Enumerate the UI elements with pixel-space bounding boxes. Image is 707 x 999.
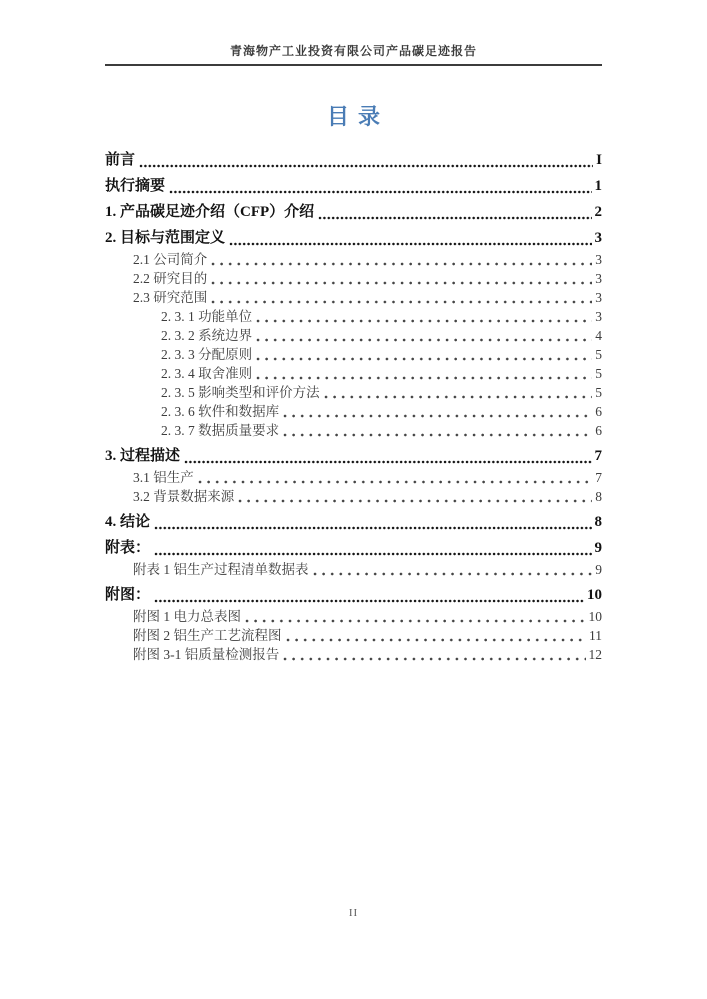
toc-leader-dots — [283, 433, 592, 437]
toc-entry[interactable] — [105, 487, 602, 506]
toc-leader-dots — [318, 216, 591, 220]
header-rule — [105, 64, 602, 66]
toc-entry-page: 6 — [595, 423, 602, 438]
toc-entry-label: 1. 产品碳足迹介绍（CFP）介绍 — [105, 204, 315, 220]
toc-entry-page: 3 — [595, 309, 602, 324]
toc-entry-page: 5 — [595, 385, 602, 400]
toc-leader-dots — [211, 300, 592, 304]
toc-entry[interactable] — [105, 421, 602, 440]
toc-entry-label: 2. 3. 1 功能单位 — [161, 309, 253, 324]
toc-leader-dots — [283, 414, 592, 418]
toc-entry[interactable] — [105, 326, 602, 345]
toc-leader-dots — [229, 242, 591, 246]
toc-entry-label: 附图 1 电力总表图 — [133, 609, 241, 624]
toc-entry[interactable] — [105, 202, 602, 222]
toc-entry-page: 2 — [594, 204, 602, 220]
toc-entry-page: 7 — [594, 448, 602, 464]
toc-leader-dots — [256, 319, 592, 323]
toc-entry[interactable] — [105, 607, 602, 626]
toc-entry[interactable] — [105, 626, 602, 645]
toc-entry-page: 6 — [595, 404, 602, 419]
header-title: 青海物产工业投资有限公司产品碳足迹报告 — [229, 44, 477, 58]
toc-leader-dots — [283, 657, 585, 661]
toc-entry-label: 3. 过程描述 — [105, 448, 181, 464]
toc-entry[interactable] — [105, 468, 602, 487]
toc-entry[interactable] — [105, 150, 602, 170]
toc-entry-label: 前言 — [105, 152, 136, 168]
toc-entry-label: 附图 3-1 铝质量检测报告 — [133, 647, 280, 662]
toc-leader-dots — [211, 262, 592, 266]
toc-entry-page: 5 — [595, 347, 602, 362]
toc-leader-dots — [198, 480, 593, 484]
toc-entry[interactable] — [105, 383, 602, 402]
toc-entry-page: 3 — [594, 230, 602, 246]
toc-entry[interactable] — [105, 250, 602, 269]
toc-entry-label: 2. 3. 2 系统边界 — [161, 328, 253, 343]
toc-entry-label: 2. 3. 7 数据质量要求 — [161, 423, 280, 438]
toc-entry[interactable] — [105, 585, 602, 605]
toc-entry-label: 3.1 铝生产 — [133, 470, 194, 485]
toc-entry-page: 9 — [595, 562, 602, 577]
toc-list — [105, 150, 602, 664]
toc-leader-dots — [256, 357, 592, 361]
toc-entry-page: 3 — [595, 290, 602, 305]
toc-leader-dots — [184, 460, 591, 464]
toc-leader-dots — [324, 395, 593, 399]
toc-entry[interactable] — [105, 560, 602, 579]
toc-entry-page: 8 — [594, 514, 602, 530]
toc-entry-page: 11 — [589, 628, 602, 643]
toc-entry-page: 12 — [588, 647, 602, 662]
toc-entry[interactable] — [105, 288, 602, 307]
toc-entry-label: 2. 目标与范围定义 — [105, 230, 226, 246]
toc-entry[interactable] — [105, 345, 602, 364]
toc-entry[interactable] — [105, 538, 602, 558]
toc-leader-dots — [139, 164, 593, 168]
toc-entry-page: 8 — [595, 489, 602, 504]
toc-entry-page: I — [596, 152, 602, 168]
toc-leader-dots — [286, 638, 587, 642]
toc-entry[interactable] — [105, 307, 602, 326]
toc-leader-dots — [313, 572, 593, 576]
toc-entry[interactable] — [105, 446, 602, 466]
toc-leader-dots — [154, 526, 591, 530]
toc-entry-label: 附表： — [105, 540, 151, 556]
toc-entry[interactable] — [105, 269, 602, 288]
toc-entry-label: 2.2 研究目的 — [133, 271, 208, 286]
toc-entry-label: 附表 1 铝生产过程清单数据表 — [133, 562, 309, 577]
toc-entry-page: 9 — [594, 540, 602, 556]
toc-entry-label: 附图 2 铝生产工艺流程图 — [133, 628, 282, 643]
toc-entry-label: 附图： — [105, 587, 151, 603]
toc-leader-dots — [211, 281, 592, 285]
toc-leader-dots — [238, 499, 592, 503]
toc-entry-label: 2.1 公司简介 — [133, 252, 208, 267]
toc-entry-label: 执行摘要 — [105, 178, 166, 194]
toc-entry-page: 4 — [595, 328, 602, 343]
page-number: II — [348, 907, 359, 919]
toc-entry-page: 3 — [595, 271, 602, 286]
toc-entry-label: 2.3 研究范围 — [133, 290, 208, 305]
toc-entry-label: 2. 3. 4 取舍准则 — [161, 366, 253, 381]
toc-entry-page: 10 — [588, 609, 602, 624]
toc-leader-dots — [169, 190, 591, 194]
toc-leader-dots — [154, 552, 591, 556]
toc-leader-dots — [154, 599, 584, 603]
toc-entry-label: 2. 3. 5 影响类型和评价方法 — [161, 385, 320, 400]
toc-entry-page: 5 — [595, 366, 602, 381]
toc-entry[interactable] — [105, 364, 602, 383]
toc-entry-label: 3.2 背景数据来源 — [133, 489, 235, 504]
toc-entry-label: 4. 结论 — [105, 514, 151, 530]
toc-leader-dots — [256, 376, 592, 380]
toc-entry-page: 7 — [595, 470, 602, 485]
toc-entry[interactable] — [105, 512, 602, 532]
toc-leader-dots — [256, 338, 592, 342]
toc-entry[interactable] — [105, 402, 602, 421]
toc-entry[interactable] — [105, 645, 602, 664]
page-header — [105, 0, 602, 66]
page-footer — [0, 907, 707, 919]
toc-entry-label: 2. 3. 6 软件和数据库 — [161, 404, 280, 419]
toc-entry[interactable] — [105, 228, 602, 248]
toc-title: 目录 — [326, 104, 389, 129]
toc-entry-page: 3 — [595, 252, 602, 267]
toc-entry-page: 10 — [587, 587, 602, 603]
toc-leader-dots — [245, 619, 586, 623]
toc-entry-page: 1 — [594, 178, 602, 194]
toc-entry-label: 2. 3. 3 分配原则 — [161, 347, 253, 362]
toc-entry[interactable] — [105, 176, 602, 196]
